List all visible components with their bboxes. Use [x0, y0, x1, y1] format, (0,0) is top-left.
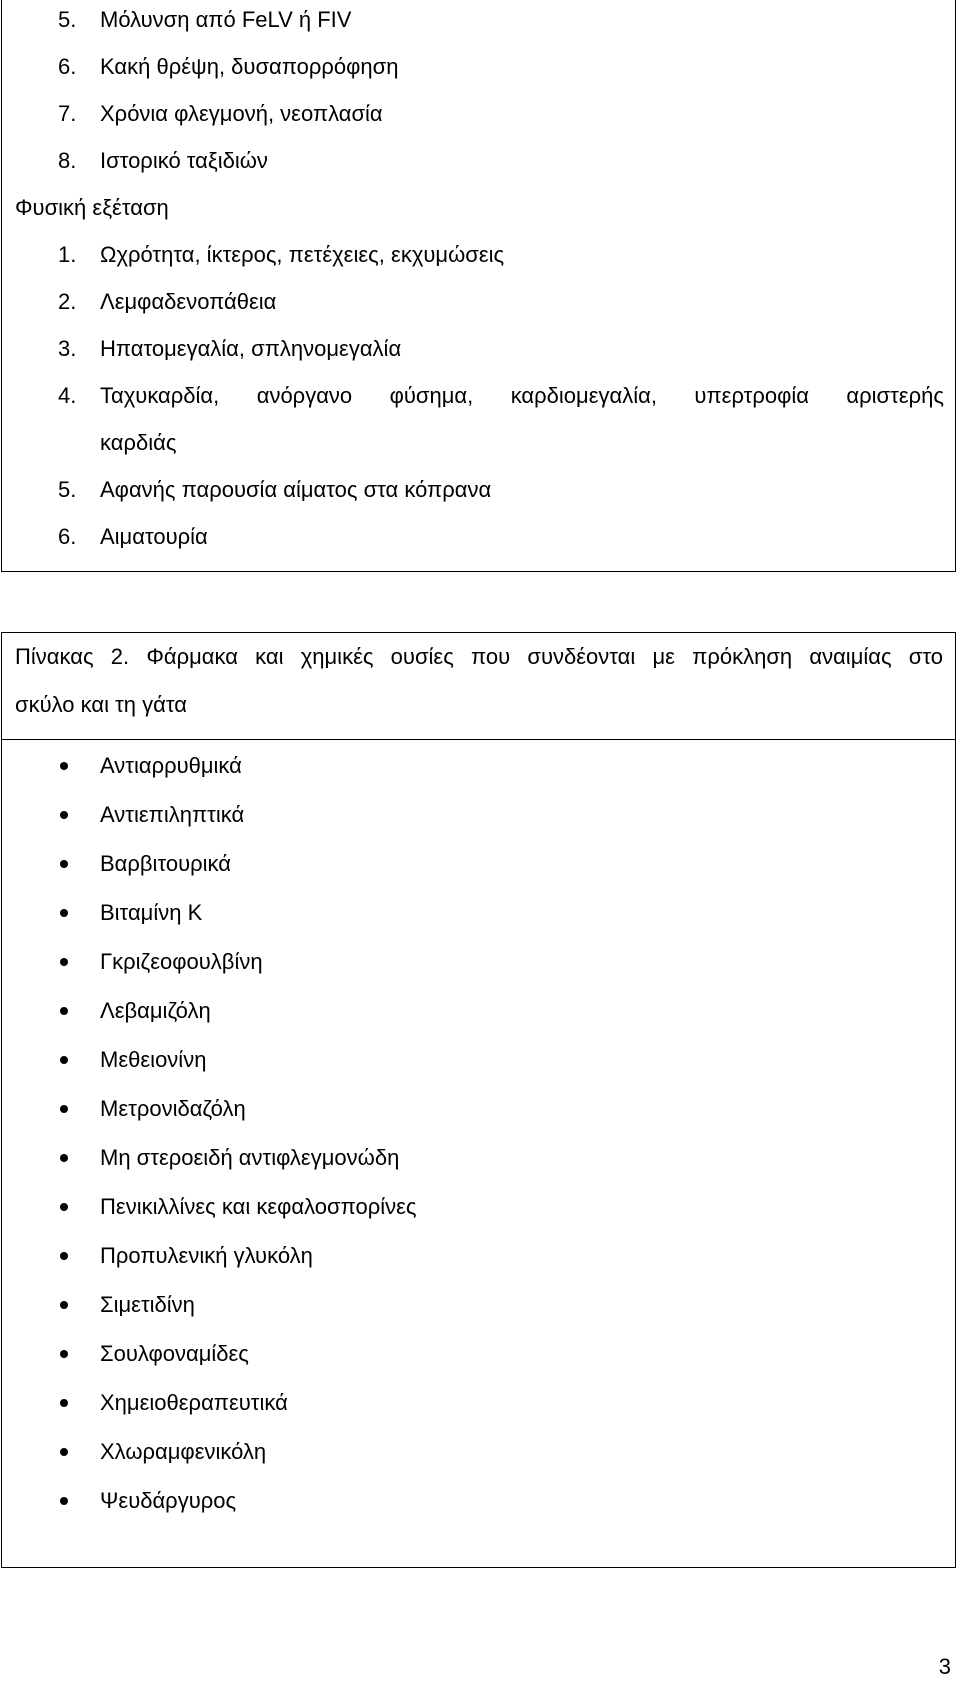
bullet-icon — [60, 1203, 68, 1211]
physical-exam-heading: Φυσική εξέταση — [15, 195, 169, 220]
bullet-icon — [60, 1056, 68, 1064]
bullet-icon — [60, 860, 68, 868]
bullet-icon — [60, 1448, 68, 1456]
bullet-icon — [60, 1301, 68, 1309]
table1-continuation: 5. Μόλυνση από FeLV ή FIV 6. Κακή θρέψη, δυσαπορρόφηση 7. Χρόνια φλεγμονή, νεοπλασία 8. Ιστορικό ταξιδιών Φυσική εξέταση 1. Ωχρότητα, ίκτερος, πετέχειες, εκχυμώσεις 2. Λεμφαδενοπάθεια 3. Ηπατομεγαλία, σπληνομεγαλία 4. Ταχυκαρδία, ανόργανο φύσημα, καρδιομεγαλία, υπερτροφία αριστερής καρδιάς 5. Αφανής παρουσία αίματος στα κόπρανα 6. Αιματουρία — [1, 0, 956, 572]
bullet-icon — [60, 1007, 68, 1015]
caption-line-2: σκύλο και τη γάτα — [15, 692, 187, 717]
bullet-icon — [60, 909, 68, 917]
bullet-icon — [60, 1154, 68, 1162]
table2-caption-box — [1, 632, 956, 740]
bullet-icon — [60, 1252, 68, 1260]
page-number: 3 — [938, 1654, 951, 1679]
caption-line-1: Πίνακας 2. Φάρμακα και χημικές ουσίες που συνδέονται με πρόκληση αναιμίας στο — [15, 644, 943, 669]
bullet-icon — [60, 1497, 68, 1505]
bullet-icon — [60, 762, 68, 770]
bullet-icon — [60, 958, 68, 966]
bullet-icon — [60, 1105, 68, 1113]
table2-caption — [15, 633, 943, 729]
bullet-icon — [60, 1350, 68, 1358]
bullet-icon — [60, 811, 68, 819]
bullet-icon — [60, 1399, 68, 1407]
table2-body: Αντιαρρυθμικά Αντιεπιληπτικά Βαρβιτουρικά Βιταμίνη Κ Γκριζεοφουλβίνη Λεβαμιζόλη Μεθειονίνη Μετρονιδαζόλη Μη στεροειδή αντιφλεγμονώδη Πενικιλλίνες και κεφαλοσπορίνες Προπυλενική γλυκόλη Σιμετιδίνη Σουλφοναμίδες Χημειοθεραπευτικά Χλωραμφενικόλη Ψευδάργυρος — [1, 739, 956, 1568]
